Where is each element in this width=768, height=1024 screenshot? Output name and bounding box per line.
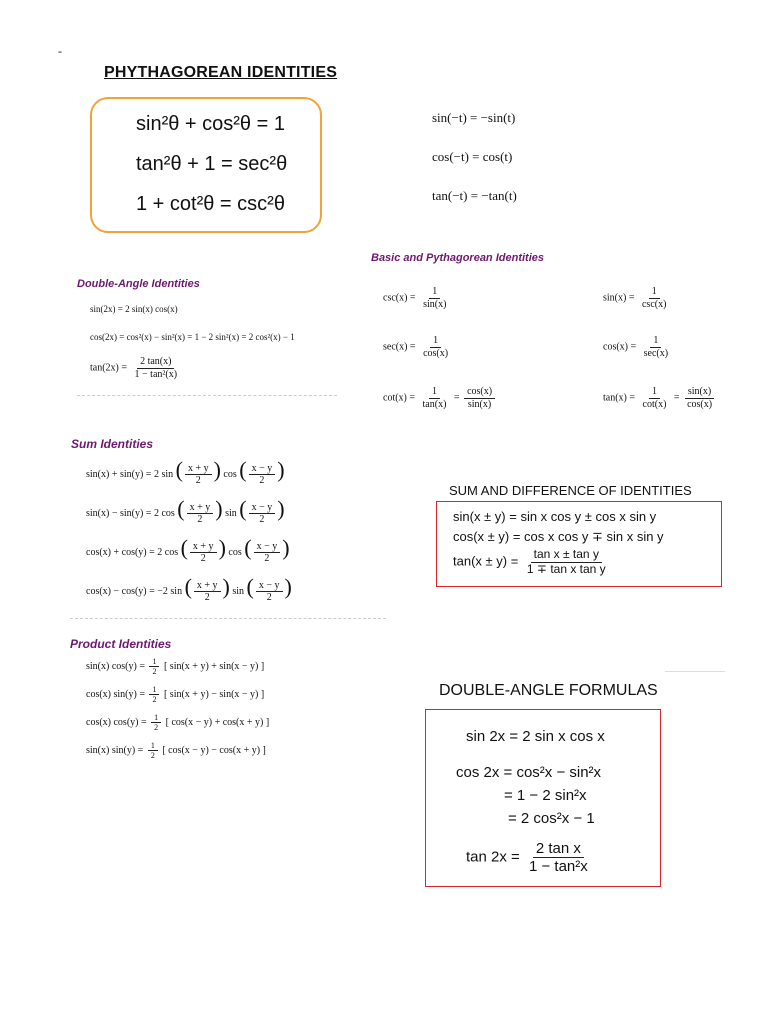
product-line-4: sin(x) sin(y) = $\frac{1}{2}$ [ cos(x − y) − cos(x + y) ] bbox=[86, 741, 266, 761]
sum-identities-title: Sum Identities bbox=[71, 437, 154, 451]
sum-line-1: sin(x) + sin(y) = 2 sin ( $\frac{x + y}{2}$ ) cos ( $\frac{x - y}{2}$ ) bbox=[86, 457, 285, 487]
pythagorean-line-3: 1 + cot²θ = csc²θ bbox=[136, 193, 285, 215]
double-angle-formulas-title: DOUBLE-ANGLE FORMULAS bbox=[439, 682, 658, 699]
product-line-3: cos(x) cos(y) = $\frac{1}{2}$ [ cos(x − y) + cos(x + y) ] bbox=[86, 713, 270, 733]
divider-2 bbox=[70, 618, 386, 619]
sum-line-2: sin(x) − sin(y) = 2 cos ( $\frac{x + y}{2}$ ) sin ( $\frac{x - y}{2}$ ) bbox=[86, 496, 285, 526]
double-angle-tan: tan(2x) = $\frac{2 \tan(x)}{\text{1 − tan²(x)}}$ bbox=[90, 356, 178, 380]
basic-csc: csc(x) = $\frac{1}{\sin(x)}$ bbox=[383, 286, 447, 310]
page-mark: - bbox=[58, 44, 62, 58]
sum-line-4: cos(x) − cos(y) = −2 sin ( $\frac{x + y}{2}$ ) sin ( $\frac{x - y}{2}$ ) bbox=[86, 574, 292, 604]
dbl-cos-alt-1: = 1 − 2 sin²x bbox=[504, 787, 587, 804]
odd-even-tan: tan(−t) = −tan(t) bbox=[432, 188, 517, 203]
product-line-2: cos(x) sin(y) = $\frac{1}{2}$ [ sin(x + y) − sin(x − y) ] bbox=[86, 685, 265, 705]
dbl-cos-alt-2: = 2 cos²x − 1 bbox=[508, 810, 595, 827]
double-angle-identities-title: Double-Angle Identities bbox=[77, 278, 200, 290]
sum-diff-title: SUM AND DIFFERENCE OF IDENTITIES bbox=[449, 483, 692, 498]
divider-1 bbox=[77, 395, 337, 396]
product-identities-title: Product Identities bbox=[70, 637, 172, 651]
product-line-1: sin(x) cos(y) = $\frac{1}{2}$ [ sin(x + y) + sin(x − y) ] bbox=[86, 657, 265, 677]
double-angle-sin: sin(2x) = 2 sin(x) cos(x) bbox=[90, 304, 178, 314]
pythagorean-box bbox=[90, 97, 322, 233]
sum-diff-tan: tan(x ± y) = $\frac{\text{tan x ± tan y}}{\text{1 ∓ tan x tan y}}$ bbox=[453, 547, 606, 576]
basic-cos: cos(x) = $\frac{1}{\sec(x)}$ bbox=[603, 335, 669, 359]
sum-diff-cos: cos(x ± y) = cos x cos y ∓ sin x sin y bbox=[453, 529, 664, 544]
pythagorean-line-2: tan²θ + 1 = sec²θ bbox=[136, 153, 288, 175]
pythagorean-title: PHYTHAGOREAN IDENTITIES bbox=[104, 64, 338, 81]
basic-sec: sec(x) = $\frac{1}{\cos(x)}$ bbox=[383, 335, 449, 359]
basic-tan: tan(x) = $\frac{1}{\cot(x)}$ = $\frac{\sin(x)}{\cos(x)}$ bbox=[603, 386, 717, 410]
dbl-tan: tan 2x = $\frac{\text{2 tan x}}{\text{1 − tan²x}}$ bbox=[466, 840, 588, 876]
basic-sin: sin(x) = $\frac{1}{\csc(x)}$ bbox=[603, 286, 667, 310]
dbl-cos: cos 2x = cos²x − sin²x bbox=[456, 764, 602, 781]
divider-3 bbox=[665, 671, 725, 672]
sum-diff-sin: sin(x ± y) = sin x cos y ± cos x sin y bbox=[453, 509, 657, 524]
odd-even-cos: cos(−t) = cos(t) bbox=[432, 149, 513, 164]
double-angle-cos: cos(2x) = cos²(x) − sin²(x) = 1 − 2 sin²(x) = 2 cos²(x) − 1 bbox=[90, 332, 295, 342]
sum-diff-box bbox=[436, 501, 722, 587]
double-angle-formulas-box bbox=[425, 709, 661, 887]
basic-title: Basic and Pythagorean Identities bbox=[371, 252, 544, 264]
basic-cot: cot(x) = $\frac{1}{\tan(x)}$ = $\frac{\cos(x)}{\sin(x)}$ bbox=[383, 386, 497, 410]
sum-line-3: cos(x) + cos(y) = 2 cos ( $\frac{x + y}{2}$ ) cos ( $\frac{x - y}{2}$ ) bbox=[86, 535, 290, 565]
pythagorean-line-1: sin²θ + cos²θ = 1 bbox=[136, 113, 285, 135]
odd-even-sin: sin(−t) = −sin(t) bbox=[432, 110, 516, 125]
dbl-sin: sin 2x = 2 sin x cos x bbox=[466, 728, 605, 745]
